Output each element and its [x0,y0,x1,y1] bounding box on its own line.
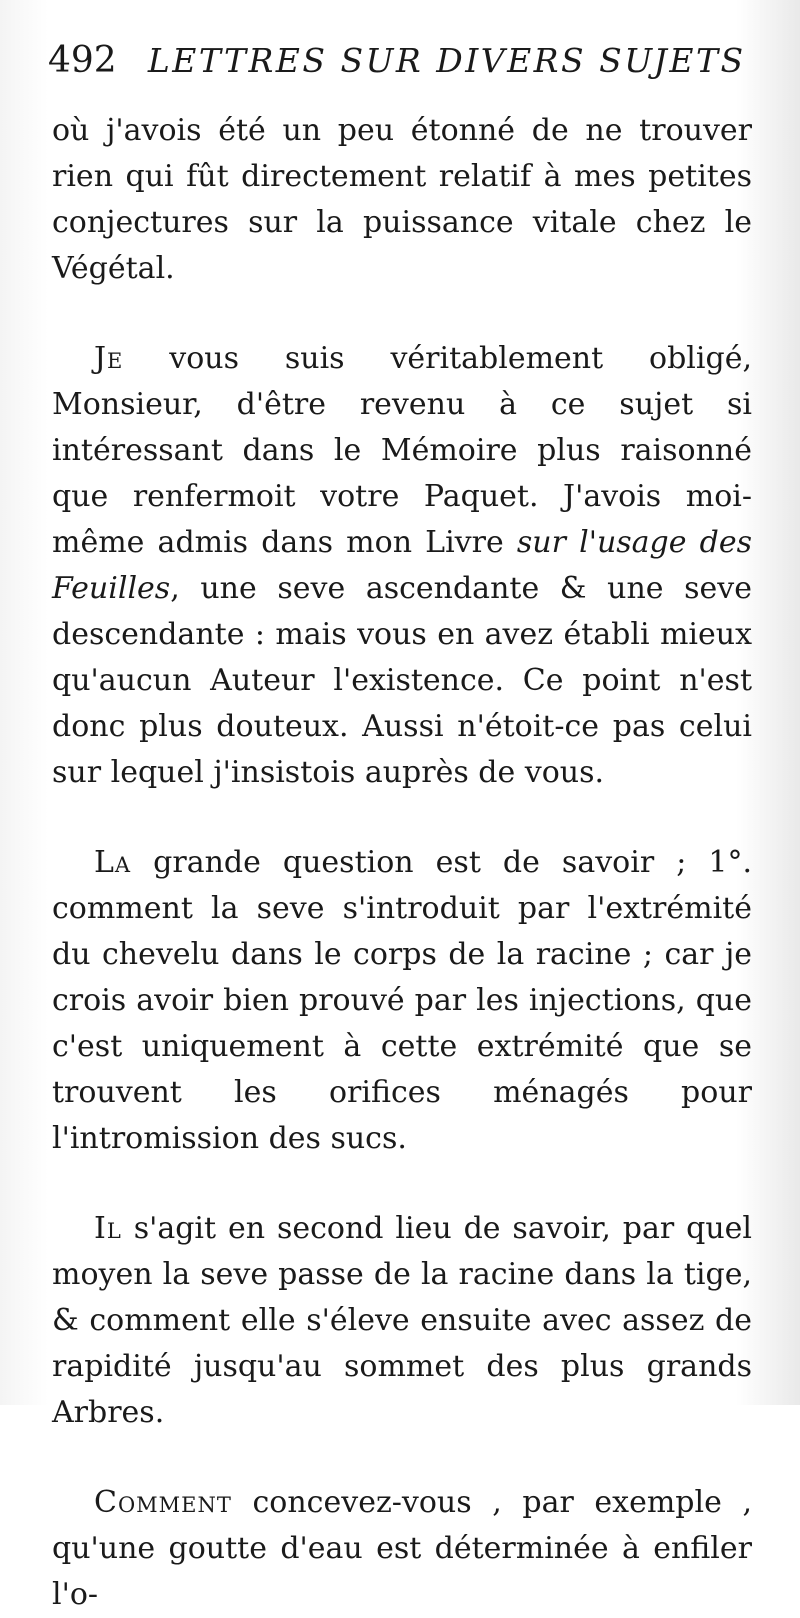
paragraph-lead-word: Il [94,1211,122,1246]
paragraph-text-after: , une seve ascendante & une seve descendante : mais vous en avez établi mieux qu'aucun Auteur l'existence. Ce point n'est donc plus douteux. Aussi n'étoit-ce pas celui sur lequel j'insistois auprès de vous. [52,571,752,790]
running-head: LETTRES SUR DIVERS SUJETS [147,41,746,80]
paragraph [52,840,752,1162]
paragraph [52,1206,752,1436]
paragraph-lead-word: La [94,845,132,880]
paragraph [52,1480,752,1618]
paragraph-continuation [52,108,752,292]
page-number: 492 [48,40,117,81]
paragraph-text: concevez-vous , par exemple , qu'une goutte d'eau est déterminée à enfiler l'o- [52,1485,752,1612]
paragraph-text: vous suis véritablement obligé, Monsieur, d'être revenu à ce sujet si intéressant dans le Mémoire plus raisonné que renfermoit votre Paquet. J'avois moi-même admis dans mon Livre [52,341,752,560]
paragraph [52,336,752,796]
page-header [48,40,746,96]
paragraph-text: grande question est de savoir ; 1°. comment la seve s'introduit par l'extrémité du chevelu dans le corps de la racine ; car je crois avoir bien prouvé par les injections, que c'est uniquement à cette extrémité que se trouvent les orifices ménagés pour l'intromission des sucs. [52,845,752,1156]
paragraph-lead-word: Je [94,341,124,376]
paragraph-lead-word: Comment [94,1485,232,1520]
paragraph-text: où j'avois été un peu étonné de ne trouver rien qui fût directement relatif à mes petites conjectures sur la puissance vitale chez le Végétal. [52,113,752,286]
paragraph-text: s'agit en second lieu de savoir, par quel moyen la seve passe de la racine dans la tige, & comment elle s'éleve ensuite avec assez de rapidité jusqu'au sommet des plus grands Arbres. [52,1211,752,1430]
body-text [52,108,752,1618]
book-title: sur l'usage des Feuilles [52,525,753,606]
